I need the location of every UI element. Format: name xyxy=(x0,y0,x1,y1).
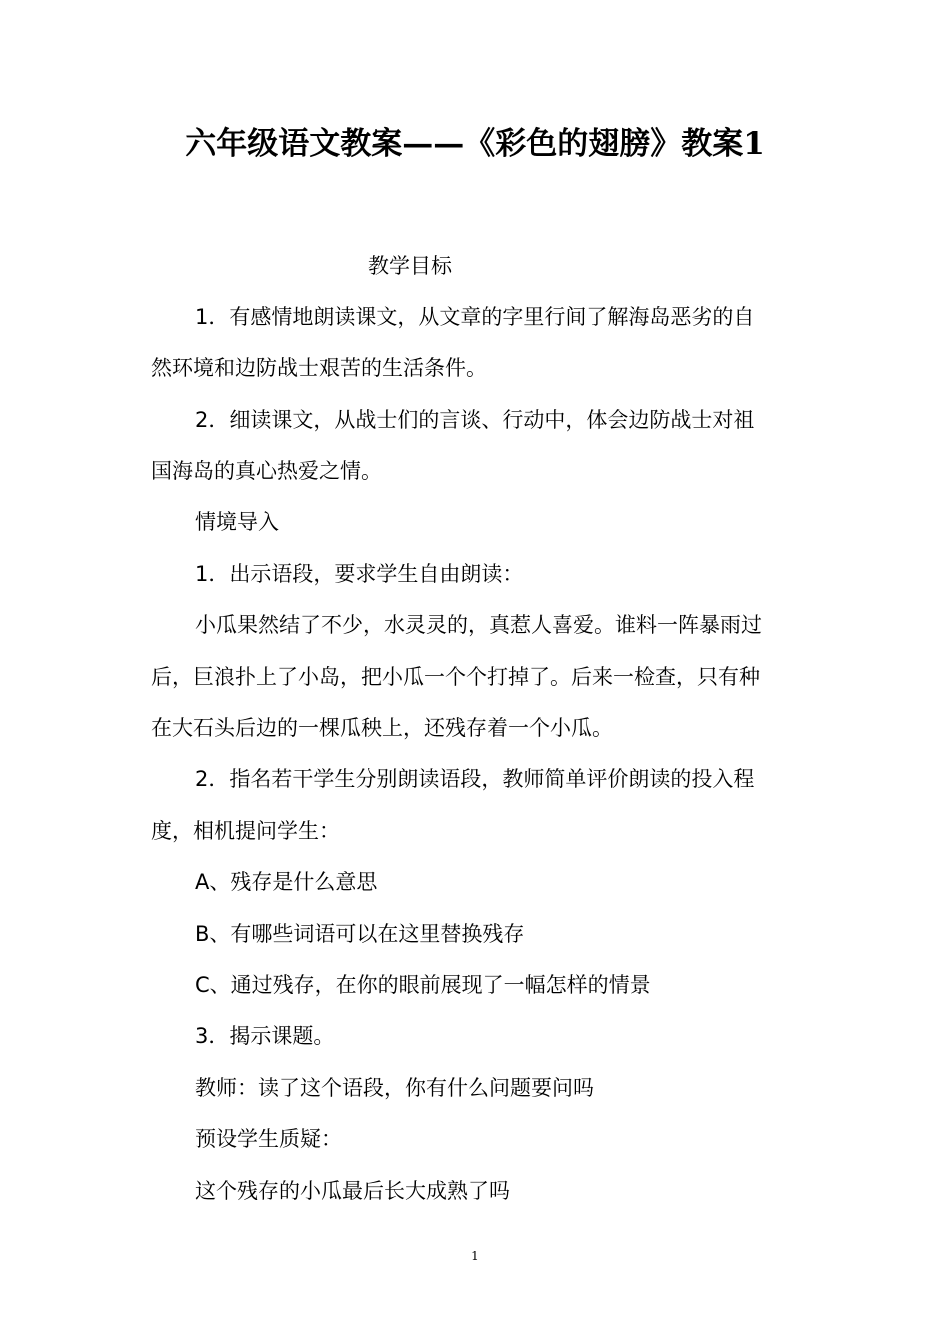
paragraph-line: 这个残存的小瓜最后长大成熟了吗 xyxy=(195,1179,510,1203)
paragraph-line: 1．有感情地朗读课文，从文章的字里行间了解海岛恶劣的自 xyxy=(195,305,755,329)
section-heading-objectives: 教学目标 xyxy=(368,254,452,278)
section-heading-intro: 情境导入 xyxy=(195,510,279,534)
page-title: 六年级语文教案——《彩色的翅膀》教案1 xyxy=(185,126,765,162)
paragraph-line: 教师：读了这个语段，你有什么问题要问吗 xyxy=(195,1076,594,1100)
paragraph-line: 后，巨浪扑上了小岛，把小瓜一个个打掉了。后来一检查，只有种 xyxy=(151,665,760,689)
paragraph-line: B、有哪些词语可以在这里替换残存 xyxy=(195,922,525,946)
paragraph-line: A、残存是什么意思 xyxy=(195,870,378,894)
page-number: 1 xyxy=(471,1249,479,1263)
paragraph-line: 度，相机提问学生： xyxy=(151,819,340,843)
paragraph-line: 小瓜果然结了不少，水灵灵的，真惹人喜爱。谁料一阵暴雨过 xyxy=(195,613,762,637)
paragraph-line: 预设学生质疑： xyxy=(195,1127,342,1151)
paragraph-line: 然环境和边防战士艰苦的生活条件。 xyxy=(151,356,487,380)
paragraph-line: 2．细读课文，从战士们的言谈、行动中，体会边防战士对祖 xyxy=(195,408,755,432)
paragraph-line: 1．出示语段，要求学生自由朗读： xyxy=(195,562,524,586)
paragraph-line: 2．指名若干学生分别朗读语段，教师简单评价朗读的投入程 xyxy=(195,767,755,791)
paragraph-line: 3．揭示课题。 xyxy=(195,1024,335,1048)
paragraph-line: 在大石头后边的一棵瓜秧上，还残存着一个小瓜。 xyxy=(151,716,613,740)
paragraph-line: 国海岛的真心热爱之情。 xyxy=(151,459,382,483)
paragraph-line: C、通过残存，在你的眼前展现了一幅怎样的情景 xyxy=(195,973,651,997)
